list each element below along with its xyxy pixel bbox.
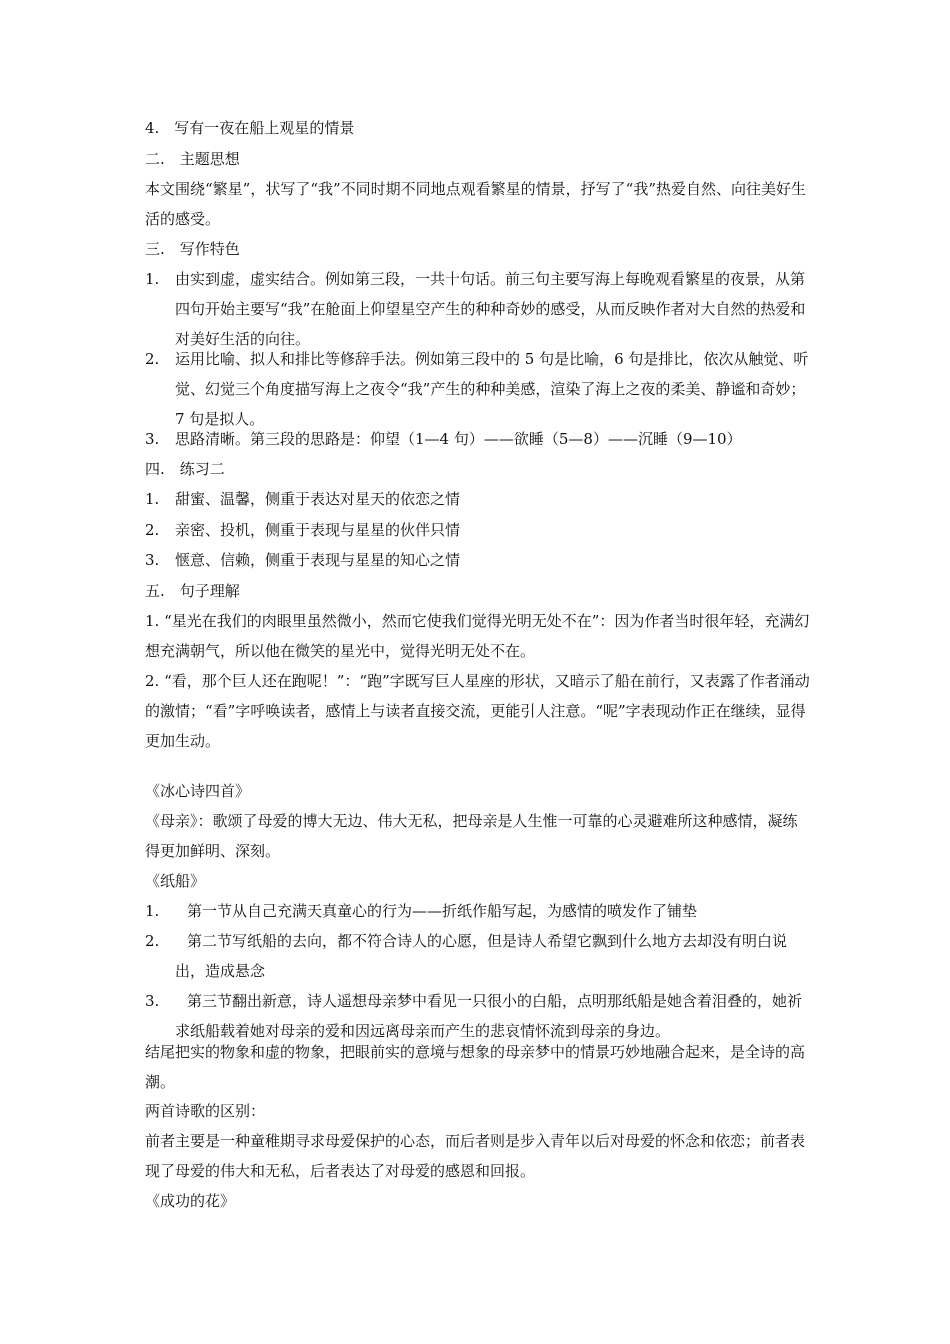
difference-heading: 两首诗歌的区别： [145,1102,266,1120]
heading-writing-features: 三. 写作特色 [145,240,240,258]
exercise-3-number: 3. [145,551,160,569]
exercise-3-text: 惬意、信赖，侧重于表现与星星的知心之情 [175,551,461,569]
feature-2-text: 运用比喻、拟人和排比等修辞手法。例如第三段中的 5 句是比喻，6 句是排比，依次从触觉、听觉、幻觉三个角度描写海上之夜令“我”产生的种种美感，渲染了海上之夜的柔美、静谧和奇妙；7 句是拟人。 [175,350,809,428]
stanza-1-number: 1. [145,902,160,920]
ending-paragraph: 结尾把实的物象和虚的物象，把眼前实的意境与想象的母亲梦中的情景巧妙地融合起来，是全诗的高潮。 [145,1043,806,1091]
stanza-1-text: 第一节从自己充满天真童心的行为——折纸作船写起，为感情的喷发作了铺垫 [187,902,698,920]
feature-3-number: 3. [145,430,160,448]
stanza-2-number: 2. [145,932,160,950]
feature-3-text: 思路清晰。第三段的思路是：仰望（1—4 句）——欲睡（5—8）——沉睡（9—10） [175,430,742,448]
exercise-2-text: 亲密、投机，侧重于表现与星星的伙伴只情 [175,521,461,539]
section-title-bingxin: 《冰心诗四首》 [145,782,251,800]
stanza-3-number: 3. [145,992,160,1010]
poem-mother-paragraph: 《母亲》：歌颂了母爱的博大无边、伟大无私，把母亲是人生惟一可靠的心灵避难所这种感情，凝练得更加鲜明、深刻。 [145,812,798,860]
exercise-2-number: 2. [145,521,160,539]
feature-1-number: 1. [145,270,160,288]
feature-1-text: 由实到虚，虚实结合。例如第三段，一共十句话。前三句主要写海上每晚观看繁星的夜景，从第四句开始主要写“我”在舱面上仰望星空产生的种种奇妙的感受，从而反映作者对大自然的热爱和对美好生活的向往。 [175,270,806,348]
exercise-1-text: 甜蜜、温馨，侧重于表达对星天的依恋之情 [175,490,461,508]
stanza-3-text: 第三节翻出新意，诗人遥想母亲梦中看见一只很小的白船，点明那纸船是她含着泪叠的，她祈求纸船载着她对母亲的爱和因远离母亲而产生的悲哀情怀流到母亲的身边。 [175,992,803,1040]
difference-paragraph: 前者主要是一种童稚期寻求母爱保护的心态，而后者则是步入青年以后对母爱的怀念和依恋；前者表现了母爱的伟大和无私，后者表达了对母爱的感恩和回报。 [145,1132,806,1180]
item-4: 4. 写有一夜在船上观星的情景 [145,119,355,137]
sentence-2: 2. “看，那个巨人还在跑呢！”：“跑”字既写巨人星座的形状，又暗示了船在前行，又表露了作者涌动的激情；“看”字呼唤读者，感情上与读者直接交流，更能引人注意。“呢”字表现动作正在继续，显得更加生动。 [145,672,810,750]
stanza-2-text: 第二节写纸船的去向，都不符合诗人的心愿，但是诗人希望它飘到什么地方去却没有明白说出，造成悬念 [175,932,788,980]
theme-paragraph: 本文围绕“繁星”，状写了“我”不同时期不同地点观看繁星的情景，抒写了“我”热爱自然、向往美好生活的感受。 [145,180,807,228]
exercise-1-number: 1. [145,490,160,508]
feature-2-number: 2. [145,350,160,368]
poem-success-flower-title: 《成功的花》 [145,1192,236,1210]
heading-exercise-2: 四. 练习二 [145,460,225,478]
heading-theme: 二. 主题思想 [145,150,240,168]
sentence-1: 1. “星光在我们的肉眼里虽然微小，然而它使我们觉得光明无处不在”：因为作者当时很年轻，充满幻想充满朝气，所以他在微笑的星光中，觉得光明无处不在。 [145,612,810,660]
heading-sentence-understanding: 五. 句子理解 [145,582,240,600]
poem-paper-boat-title: 《纸船》 [145,872,206,890]
